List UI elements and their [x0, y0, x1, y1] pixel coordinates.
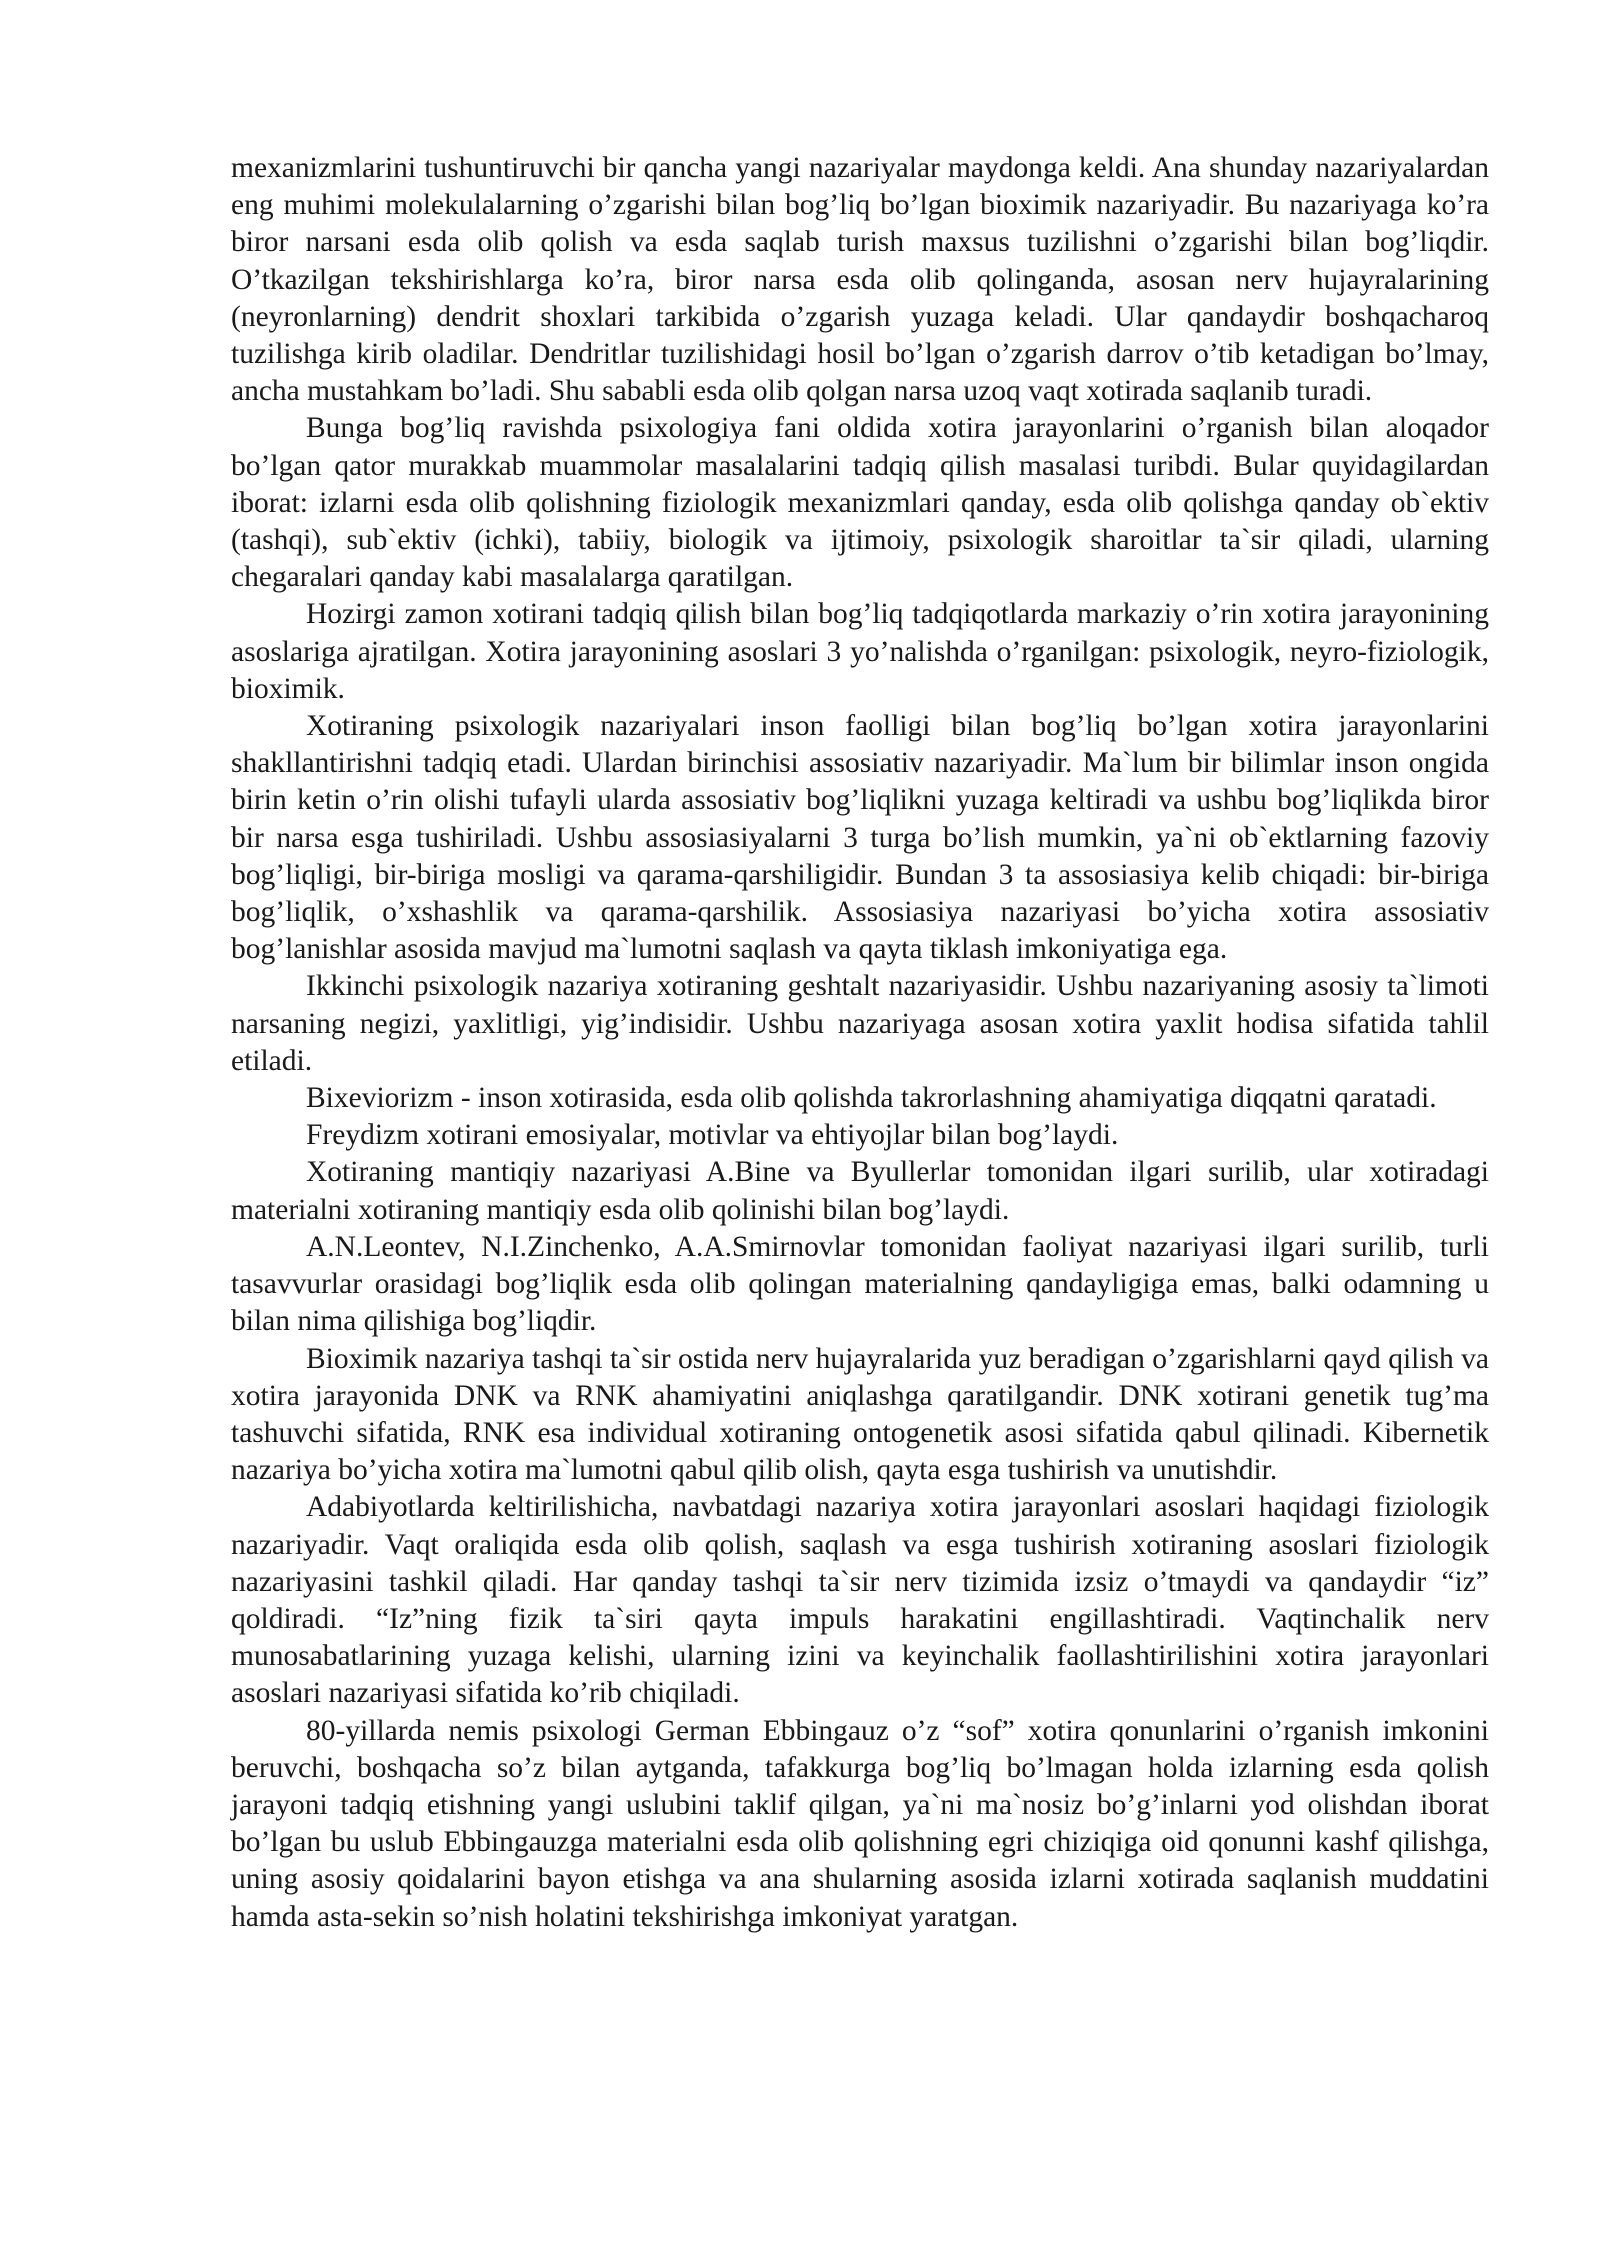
- paragraph-7: Freydizm xotirani emosiyalar, motivlar va ehtiyojlar bilan bog’laydi.: [306, 1119, 1119, 1152]
- paragraph-12: 80-yillarda nemis psixologi German Ebbingauz o’z “sof” xotira qonunlarini o’rganish imkonini beruvchi, boshqacha so’z bilan aytganda, tafakkurga bog’liq bo’lmagan holda izlarning esda qolish jarayoni tadqiq etishning yangi uslubini taklif qilgan, ya`ni ma`nosiz bo’g’inlarni yod olishdan iborat bo’lgan bu uslub Ebbingauzga materialni esda olib qolishning egri chiziqiga oid qonunni kashf qilishga, uning asosiy qoidalarini bayon etishga va ana shularning asosida izlarni xotirada saqlanish muddatini hamda asta-sekin so’nish holatini tekshirishga imkoniyat yaratgan.: [231, 1714, 1489, 1933]
- paragraph-5: Ikkinchi psixologik nazariya xotiraning geshtalt nazariyasidir. Ushbu nazariyaning asosiy ta`limoti narsaning negizi, yaxlitligi, yig’indisidir. Ushbu nazariyaga asosan xotira yaxlit hodisa sifatida tahlil etiladi.: [231, 970, 1489, 1077]
- paragraph-9: A.N.Leontev, N.I.Zinchenko, A.A.Smirnovlar tomonidan faoliyat nazariyasi ilgari surilib, turli tasavvurlar orasidagi bog’liqlik esda olib qolingan materialning qandayligiga emas, balki odamning u bilan nima qilishiga bog’liqdir.: [231, 1230, 1489, 1338]
- paragraph-6: Bixeviorizm - inson xotirasida, esda olib qolishda takrorlashning ahamiyatiga diqqatni qaratadi.: [306, 1082, 1437, 1115]
- paragraph-11: Adabiyotlarda keltirilishicha, navbatdagi nazariya xotira jarayonlari asoslari haqidagi fiziologik nazariyadir. Vaqt oraliqida esda olib qolish, saqlash va esga tushirish xotiraning asoslari fiziologik nazariyasini tashkil qiladi. Har qanday tashqi ta`sir nerv tizimida izsiz o’tmaydi va qandaydir “iz” qoldiradi. “Iz”ning fizik ta`siri qayta impuls harakatini engillashtiradi. Vaqtinchalik nerv munosabatlarining yuzaga kelishi, ularning izini va keyinchalik faollashtirilishini xotira jarayonlari asoslari nazariyasi sifatida ko’rib chiqiladi.: [231, 1491, 1489, 1710]
- paragraph-4: Xotiraning psixologik nazariyalari inson faolligi bilan bog’liq bo’lgan xotira jarayonlarini shakllantirishni tadqiq etadi. Ulardan birinchisi assosiativ nazariyadir. Ma`lum bir bilimlar inson ongida birin ketin o’rin olishi tufayli ularda assosiativ bog’liqlikni yuzaga keltiradi va ushbu bog’liqlikda biror bir narsa esga tushiriladi. Ushbu assosiasiyalarni 3 turga bo’lish mumkin, ya`ni ob`ektlarning fazoviy bog’liqligi, bir-biriga mosligi va qarama-qarshiligidir. Bundan 3 ta assosiasiya kelib chiqadi: bir-biriga bog’liqlik, o’xshashlik va qarama-qarshilik. Assosiasiya nazariyasi bo’yicha xotira assosiativ bog’lanishlar asosida mavjud ma`lumotni saqlash va qayta tiklash imkoniyatiga ega.: [231, 710, 1489, 966]
- paragraph-10: Bioximik nazariya tashqi ta`sir ostida nerv hujayralarida yuz beradigan o’zgarishlarni qayd qilish va xotira jarayonida DNK va RNK ahamiyatini aniqlashga qaratilgandir. DNK xotirani genetik tug’ma tashuvchi sifatida, RNK esa individual xotiraning ontogenetik asosi sifatida qabul qilinadi. Kibernetik nazariya bo’yicha xotira ma`lumotni qabul qilib olish, qayta esga tushirish va unutishdir.: [231, 1342, 1489, 1487]
- paragraph-1: mexanizmlarini tushuntiruvchi bir qancha yangi nazariyalar maydonga keldi. Ana shunday nazariyalardan eng muhimi molekulalarning o’zgarishi bilan bog’liq bo’lgan bioximik nazariyadir. Bu nazariyaga ko’ra biror narsani esda olib qolish va esda saqlab turish maxsus tuzilishni o’zgarishi bilan bog’liqdir. O’tkazilgan tekshirishlarga ko’ra, biror narsa esda olib qolinganda, asosan nerv hujayralarining (neyronlarning) dendrit shoxlari tarkibida o’zgarish yuzaga keladi. Ular qandaydir boshqacharoq tuzilishga kirib oladilar. Dendritlar tuzilishidagi hosil bo’lgan o’zgarish darrov o’tib ketadigan bo’lmay, ancha mustahkam bo’ladi. Shu sababli esda olib qolgan narsa uzoq vaqt xotirada saqlanib turadi.: [231, 152, 1489, 408]
- paragraph-3: Hozirgi zamon xotirani tadqiq qilish bilan bog’liq tadqiqotlarda markaziy o’rin xotira jarayonining asoslariga ajratilgan. Xotira jarayonining asoslari 3 yo’nalishda o’rganilgan: psixologik, neyro-fiziologik, bioximik.: [231, 598, 1489, 705]
- document-page: [231, 150, 1489, 1936]
- paragraph-2: Bunga bog’liq ravishda psixologiya fani oldida xotira jarayonlarini o’rganish bilan aloqador bo’lgan qator murakkab muammolar masalalarini tadqiq qilish masalasi turibdi. Bular quyidagilardan iborat: izlarni esda olib qolishning fiziologik mexanizmlari qanday, esda olib qolishga qanday ob`ektiv (tashqi), sub`ektiv (ichki), tabiiy, biologik va ijtimoiy, psixologik sharoitlar ta`sir qiladi, ularning chegaralari qanday kabi masalalarga qaratilgan.: [231, 412, 1489, 594]
- paragraph-8: Xotiraning mantiqiy nazariyasi A.Bine va Byullerlar tomonidan ilgari surilib, ular xotiradagi materialni xotiraning mantiqiy esda olib qolinishi bilan bog’laydi.: [231, 1156, 1489, 1226]
